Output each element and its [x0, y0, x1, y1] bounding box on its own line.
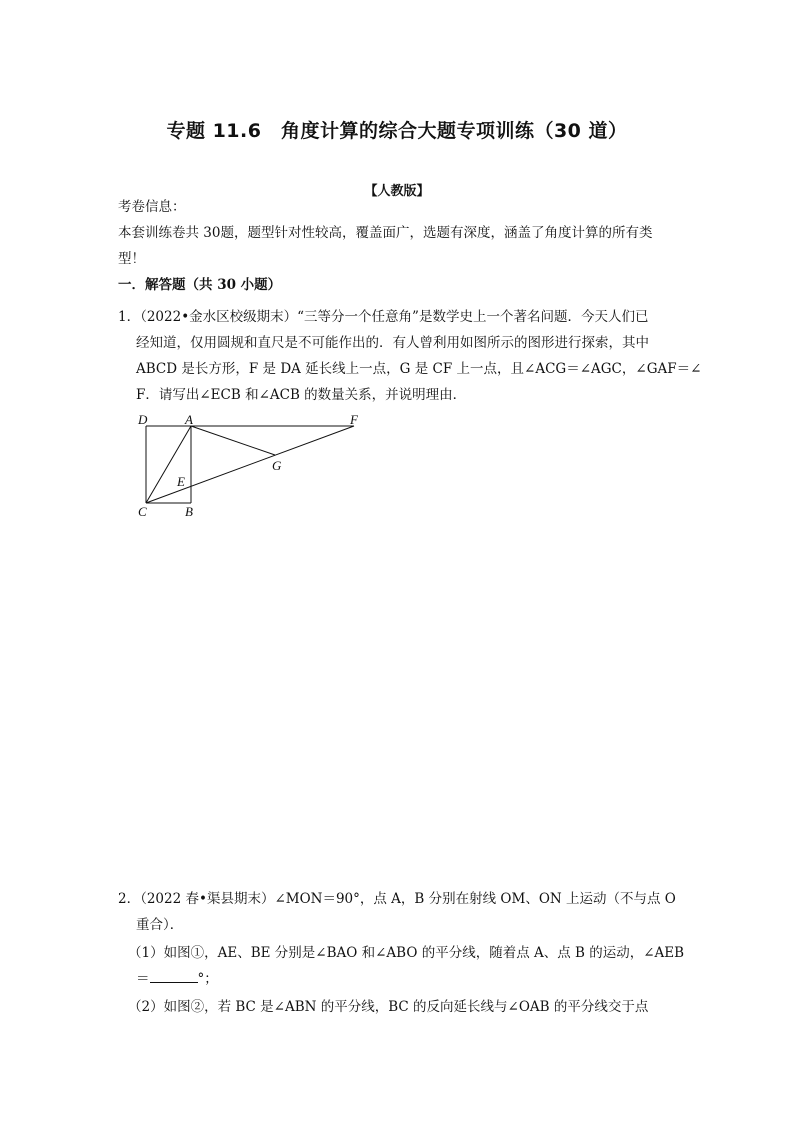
exam-info-text-line2: 型！ — [118, 251, 145, 267]
q2-part1-line1: （1）如图①，AE、BE 分别是∠BAO 和∠ABO 的平分线，随着点 A、点 B 的运动，∠AEB — [128, 945, 685, 961]
exam-info-label: 考卷信息： — [118, 199, 186, 215]
q2-answer-blank[interactable] — [150, 968, 198, 983]
line-ag — [191, 426, 275, 455]
q1-line3: ABCD 是长方形，F 是 DA 延长线上一点，G 是 CF 上一点，且∠ACG＝∠AGC，∠GAF＝∠ — [136, 361, 702, 377]
q1-figure — [132, 408, 372, 524]
q2-part1-eq: ＝ — [136, 971, 150, 987]
label-e: E — [177, 474, 185, 489]
page-title: 专题 11.6 角度计算的综合大题专项训练（30 道） — [166, 120, 628, 142]
exam-info-text-line1: 本套训练卷共 30题，题型针对性较高，覆盖面广，选题有深度，涵盖了角度计算的所有类 — [118, 225, 653, 241]
label-a: A — [185, 412, 193, 427]
section-heading: 一．解答题（共 30 小题） — [118, 277, 282, 293]
q1-line1: 1．（2022•金水区校级期末）“三等分一个任意角”是数学史上一个著名问题．今天人们已 — [118, 309, 649, 325]
edition-label: 【人教版】 — [364, 184, 430, 199]
line-ca — [146, 426, 191, 503]
q1-line4: F．请写出∠ECB 和∠ACB 的数量关系，并说明理由． — [136, 387, 467, 403]
label-b: B — [185, 504, 193, 519]
q1-line2: 经知道，仅用圆规和直尺是不可能作出的．有人曾利用如图所示的图形进行探索，其中 — [136, 335, 649, 351]
label-f: F — [350, 412, 358, 427]
q2-line1: 2．（2022 春•渠县期末）∠MON＝90°，点 A，B 分别在射线 OM、ON 上运动（不与点 O — [118, 891, 676, 907]
q2-part1-unit: °； — [197, 971, 218, 987]
q2-part2-line1: （2）如图②，若 BC 是∠ABN 的平分线，BC 的反向延长线与∠OAB 的平分线交于点 — [128, 999, 649, 1015]
label-g: G — [272, 458, 282, 473]
q2-part1-line2 — [136, 966, 218, 992]
line-cf — [146, 426, 354, 503]
label-d: D — [138, 412, 148, 427]
label-c: C — [138, 504, 147, 519]
q2-line2: 重合）． — [136, 917, 184, 933]
